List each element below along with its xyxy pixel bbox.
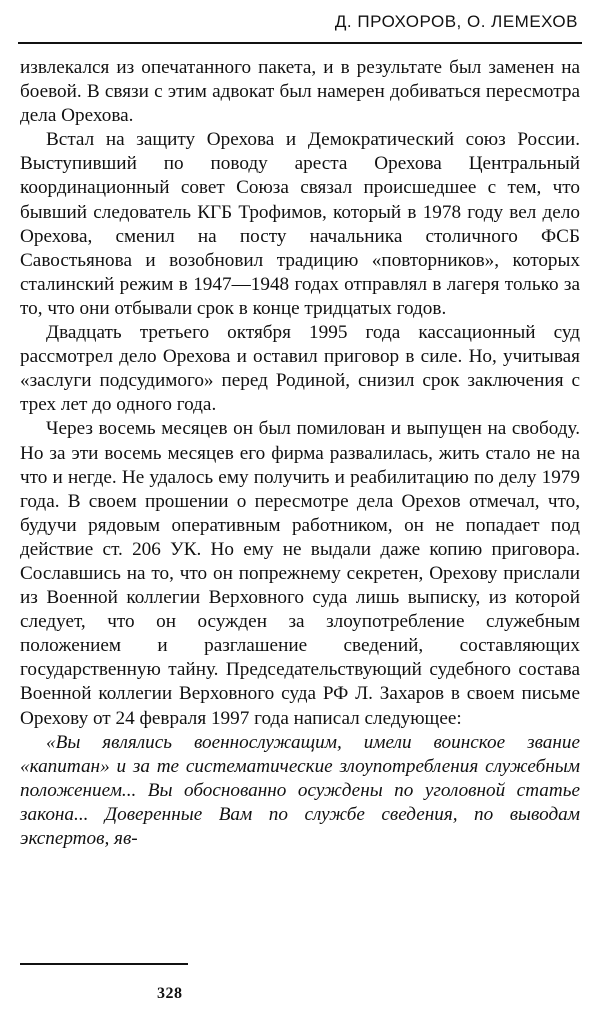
quote-paragraph: «Вы являлись военнослужащим, имели воинское звание «капитан» и за те систематические злоупотребления служебным положением... Вы обоснованно осуждены по уголовной статье закона... Доверенные Вам по службе сведения, по выводам экспертов, яв- bbox=[20, 731, 580, 849]
footer-rule bbox=[20, 963, 188, 965]
page-number: 328 bbox=[157, 985, 183, 1002]
header-rule bbox=[18, 42, 582, 44]
paragraph-3: Двадцать третьего октября 1995 года кассационный суд рассмотрел дело Орехова и оставил приговор в силе. Но, учитывая «заслуги подсудимого» перед Родиной, снизил срок заключения с трех лет до одного года. bbox=[20, 322, 580, 416]
running-head: Д. ПРОХОРОВ, О. ЛЕМЕХОВ bbox=[334, 12, 578, 31]
paragraph-4: Через восемь месяцев он был помилован и выпущен на свободу. Но за эти восемь месяцев его фирма развалилась, жить стало не на что и негде. Не удалось ему получить и реабилитацию по делу 1979 года. В своем прошении о пересмотре дела Орехов отмечал, что, будучи рядовым оперативным работником, он не попадает под действие ст. 206 УК. Но ему не выдали даже копию приговора. Сославшись на то, что он попрежнему секретен, Орехову прислали из Военной коллегии Верховного суда лишь выписку, из которой следует, что он осужден за злоупотребление служебным положением и разглашение сведений, составляющих государственную тайну. Председательствующий судебного состава Военной коллегии Верховного суда РФ Л. Захаров в своем письме Орехову от 24 февраля 1997 года написал следующее: bbox=[20, 418, 580, 729]
paragraph-2: Встал на защиту Орехова и Демократический союз России. Выступивший по поводу ареста Орехова Центральный координационный совет Союза связал происшедшее с тем, что бывший следователь КГБ Трофимов, который в 1978 году вел дело Орехова, сменил на посту начальника столичного ФСБ Савостьянова и возобновил традицию «повторников», которых сталинский режим в 1947—1948 годах отправлял в лагеря только за то, что они отбывали срок в конце тридцатых годов. bbox=[20, 129, 580, 319]
page-header bbox=[18, 6, 582, 46]
body-text bbox=[20, 56, 580, 851]
paragraph-1: извлекался из опечатанного пакета, и в результате был заменен на боевой. В связи с этим адвокат был намерен добиваться пересмотра дела Орехова. bbox=[20, 57, 580, 127]
